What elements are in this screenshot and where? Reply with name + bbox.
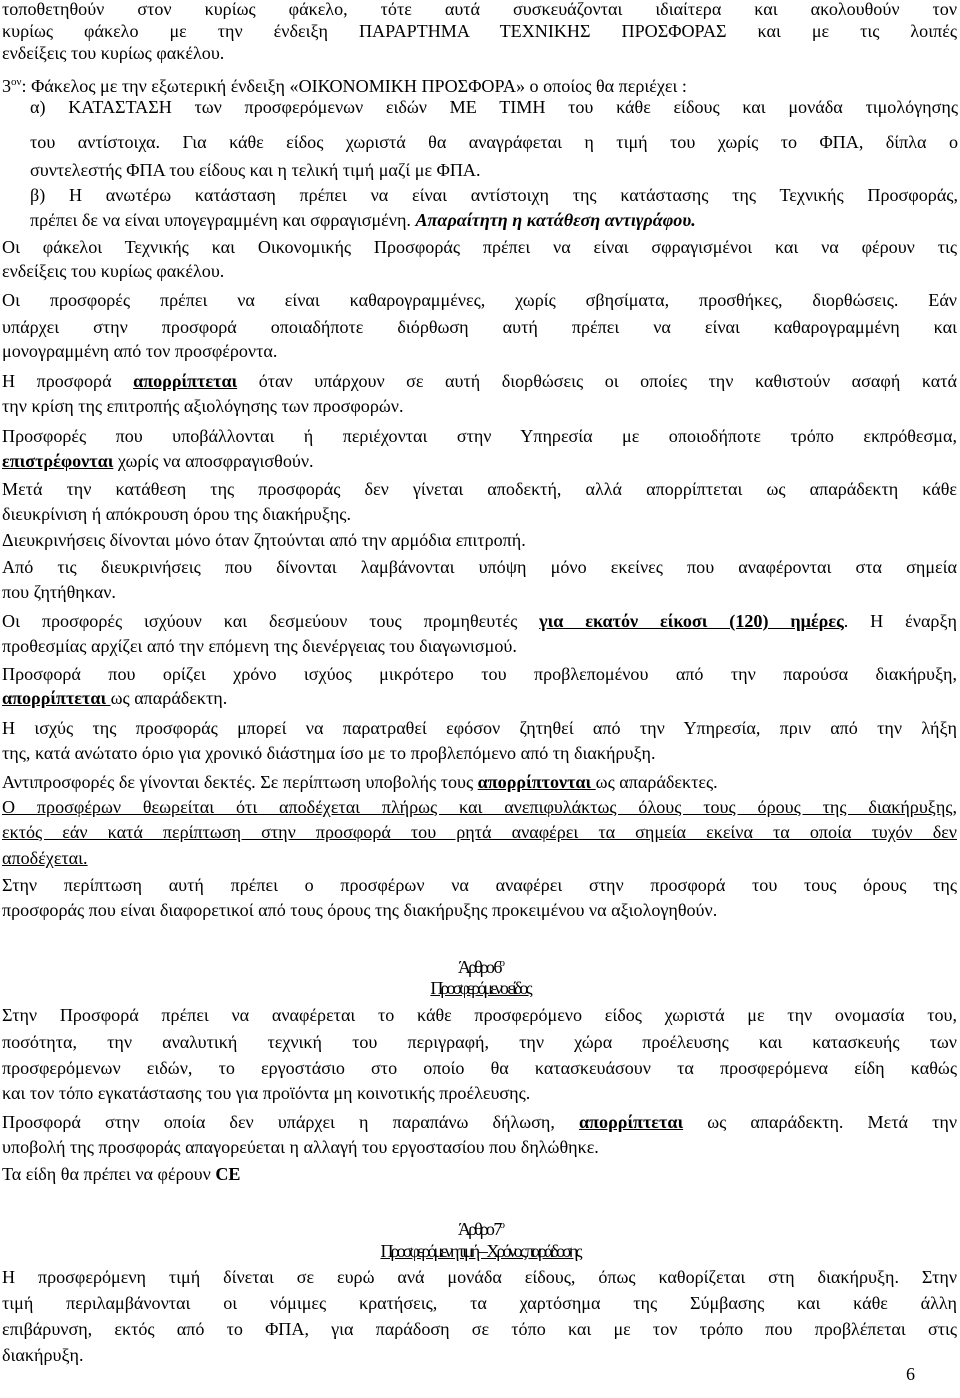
text-line: τοποθετηθούν στον κυρίως φάκελο, τότε αυτά συσκευάζονται ιδιαίτερα και ακολουθούν τον bbox=[2, 0, 957, 19]
text-line: προθεσμίας αρχίζει από την επόμενη της διενέργειας του διαγωνισμού. bbox=[2, 636, 517, 656]
text-span: χωρίς να αποσφραγισθούν. bbox=[113, 451, 314, 471]
text-line: ενδείξεις του κυρίως φακέλου. bbox=[2, 43, 225, 63]
text-line: ενδείξεις του κυρίως φακέλου. bbox=[2, 261, 225, 281]
section-title-text: Άρθρο 7 bbox=[458, 1219, 500, 1240]
text-line: α) ΚΑΤΑΣΤΑΣΗ των προσφερόμενων ειδών ΜΕ ΤΙΜΗ του κάθε είδους και μονάδα τιμολόγησης bbox=[30, 97, 958, 117]
section-subtitle bbox=[0, 1240, 960, 1262]
text-line: Προσφορές που υποβάλλονται ή περιέχονται στην Υπηρεσία με οποιοδήποτε τρόπο εκπρόθεσμα, bbox=[2, 426, 957, 446]
text-span: . Η έναρξη bbox=[843, 611, 957, 631]
text-line bbox=[2, 1111, 957, 1133]
text-line: διακήρυξη. bbox=[2, 1345, 84, 1365]
section-title bbox=[0, 952, 960, 978]
text-span: Αντιπροσφορές δε γίνονται δεκτές. Σε περίπτωση υποβολής τους bbox=[2, 772, 478, 792]
text-line: Στην περίπτωση αυτή πρέπει ο προσφέρων να αναφέρει στην προσφορά του τους όρους της bbox=[2, 875, 957, 895]
section-subtitle-text: Προσφερόμενη τιμή – Χρόνος παράδοσης bbox=[380, 1241, 580, 1261]
section-title-text: Άρθρο 6 bbox=[458, 957, 500, 978]
text-line: επιβάρυνση, εκτός από το ΦΠΑ, για παράδοση σε τόπο και με τον τρόπο που προβλέπεται στις bbox=[2, 1319, 957, 1339]
emphasis-text: απορρίπτονται bbox=[477, 772, 596, 792]
text-line bbox=[2, 1163, 240, 1185]
text-line: προσφερόμενων ειδών, το εργοστάσιο στο οποίο θα κατασκευάσουν τα προσφερόμενα είδη καθώς bbox=[2, 1058, 957, 1078]
text-line bbox=[2, 71, 687, 97]
text-line: β) Η ανωτέρω κατάσταση πρέπει να είναι αντίστοιχη της κατάστασης της Τεχνικής Προσφοράς, bbox=[30, 185, 958, 205]
emphasis-text: CE bbox=[215, 1164, 241, 1184]
text-line bbox=[2, 450, 314, 472]
text-line: Προσφορά που ορίζει χρόνο ισχύος μικρότερο του προβλεπομένου από την παρούσα διακήρυξη, bbox=[2, 664, 957, 684]
text-line bbox=[30, 209, 696, 231]
emphasis-text: επιστρέφονται bbox=[2, 451, 114, 471]
emphasis-text: απορρίπτεται bbox=[133, 371, 238, 391]
text-span: : Φάκελος με την εξωτερική ένδειξη «ΟΙΚΟΝΟΜΙΚΗ ΠΡΟΣΦΟΡΑ» ο οποίος θα περιέχει : bbox=[21, 76, 687, 97]
emphasis-text: για εκατόν είκοσι (120) ημέρες bbox=[539, 611, 844, 631]
text-line: τιμή περιλαμβάνονται οι νόμιμες κρατήσεις, τα χαρτόσημα της Σύμβασης και κάθε άλλη bbox=[2, 1293, 957, 1313]
section-subtitle-text: Προσφερόμενο είδος bbox=[430, 978, 530, 998]
superscript: ον bbox=[11, 76, 22, 88]
text-line bbox=[2, 771, 718, 793]
text-line: συντελεστής ΦΠΑ του είδους και η τελική τιμή μαζί με ΦΠΑ. bbox=[30, 160, 481, 180]
emphasis-text: απορρίπτεται bbox=[579, 1112, 684, 1132]
text-span: Η προσφορά bbox=[2, 371, 134, 391]
emphasis-text: απορρίπτεται bbox=[2, 688, 111, 708]
text-line: μονογραμμένη από τον προσφέροντα. bbox=[2, 341, 278, 361]
text-line: της, κατά ανώτατο όριο για χρονικό διάστημα ίσο με το προβλεπόμενο από τη διακήρυξη. bbox=[2, 743, 656, 763]
text-span: ως απαράδεκτη. Μετά την bbox=[683, 1112, 958, 1132]
emphasis-text: Απαραίτητη η κατάθεση αντιγράφου. bbox=[415, 210, 696, 230]
page-number: 6 bbox=[906, 1364, 916, 1384]
text-line: υπάρχει στην προσφορά οποιαδήποτε διόρθωση αυτή πρέπει να είναι καθαρογραμμένη και bbox=[2, 317, 957, 337]
text-line: Διευκρινήσεις δίνονται μόνο όταν ζητούνται από την αρμόδια επιτροπή. bbox=[2, 530, 526, 550]
text-span: Προσφορά στην οποία δεν υπάρχει η παραπάνω δήλωση, bbox=[2, 1112, 580, 1132]
superscript: ο bbox=[499, 1219, 502, 1231]
text-line: προσφοράς που είναι διαφορετικοί από τους όρους της διακήρυξης προκειμένου να αξιολογηθούν. bbox=[2, 900, 718, 920]
superscript: ο bbox=[499, 957, 502, 969]
text-line: Από τις διευκρινήσεις που δίνονται λαμβάνονται υπόψη μόνο εκείνες που αναφέρονται στα σημεία bbox=[2, 557, 957, 577]
section-subtitle bbox=[0, 977, 960, 999]
text-line: Οι προσφορές πρέπει να είναι καθαρογραμμένες, χωρίς σβησίματα, προσθήκες, διορθώσεις. Εάν bbox=[2, 290, 957, 310]
text-line bbox=[2, 610, 957, 632]
text-line: Η προσφερόμενη τιμή δίνεται σε ευρώ ανά μονάδα είδους, όπως καθορίζεται στη διακήρυξη. Στην bbox=[2, 1267, 957, 1287]
text-span: ως απαράδεκτες. bbox=[595, 772, 718, 792]
text-line: Οι φάκελοι Τεχνικής και Οικονομικής Προσφοράς πρέπει να είναι σφραγισμένοι και να φέρουν τις bbox=[2, 237, 957, 257]
text-line: εκτός εάν κατά περίπτωση στην προσφορά του ρητά αναφέρει τα σημεία εκείνα τα οποία τυχόν δεν bbox=[2, 822, 957, 842]
text-line: υποβολή της προσφοράς απαγορεύεται η αλλαγή του εργοστασίου που δηλώθηκε. bbox=[2, 1137, 599, 1157]
text-line: που ζητήθηκαν. bbox=[2, 582, 116, 602]
text-line: Η ισχύς της προσφοράς μπορεί να παρατραθεί εφόσον ζητηθεί από την Υπηρεσία, πριν από την λήξη bbox=[2, 718, 957, 738]
text-span: Οι προσφορές ισχύουν και δεσμεύουν τους προμηθευτές bbox=[2, 611, 540, 631]
text-line: Στην Προσφορά πρέπει να αναφέρεται το κάθε προσφερόμενο είδος χωριστά με την ονομασία του, bbox=[2, 1005, 957, 1025]
section-title bbox=[0, 1214, 960, 1240]
text-line: διευκρίνιση ή απόκρουση όρου της διακήρυξης. bbox=[2, 504, 351, 524]
text-line: την κρίση της επιτροπής αξιολόγησης των προσφορών. bbox=[2, 396, 404, 416]
text-line: Μετά την κατάθεση της προσφοράς δεν γίνεται αποδεκτή, αλλά απορρίπτεται ως απαράδεκτη κάθε bbox=[2, 479, 957, 499]
text-span: ως απαράδεκτη. bbox=[110, 688, 228, 708]
text-line: ποσότητα, την αναλυτική τεχνική του περιγραφή, την χώρα προέλευσης και κατασκευής των bbox=[2, 1032, 957, 1052]
text-line: κυρίως φάκελο με την ένδειξη ΠΑΡΑΡΤΗΜΑ ΤΕΧΝΙΚΗΣ ΠΡΟΣΦΟΡΑΣ και με τις λοιπές bbox=[2, 21, 957, 41]
text-span: Τα είδη θα πρέπει να φέρουν bbox=[2, 1164, 216, 1184]
text-line: Ο προσφέρων θεωρείται ότι αποδέχεται πλήρως και ανεπιφυλάκτως όλους τους όρους της διακήρυξης, bbox=[2, 797, 957, 817]
text-line bbox=[2, 370, 957, 392]
list-number: 3 bbox=[2, 76, 12, 97]
text-line: αποδέχεται. bbox=[2, 848, 88, 868]
text-span: όταν υπάρχουν σε αυτή διορθώσεις οι οποίες την καθιστούν ασαφή κατά bbox=[237, 371, 958, 391]
text-line: του αντίστοιχα. Για κάθε είδος χωριστά θα αναγράφεται η τιμή του χωρίς το ΦΠΑ, δίπλα ο bbox=[30, 132, 958, 152]
text-span: πρέπει δε να είναι υπογεγραμμένη και σφραγισμένη. bbox=[30, 210, 416, 230]
text-line bbox=[2, 687, 227, 709]
text-line: και τον τόπο εγκατάστασης του για προϊόντα μη κοινοτικής προέλευσης. bbox=[2, 1083, 531, 1103]
